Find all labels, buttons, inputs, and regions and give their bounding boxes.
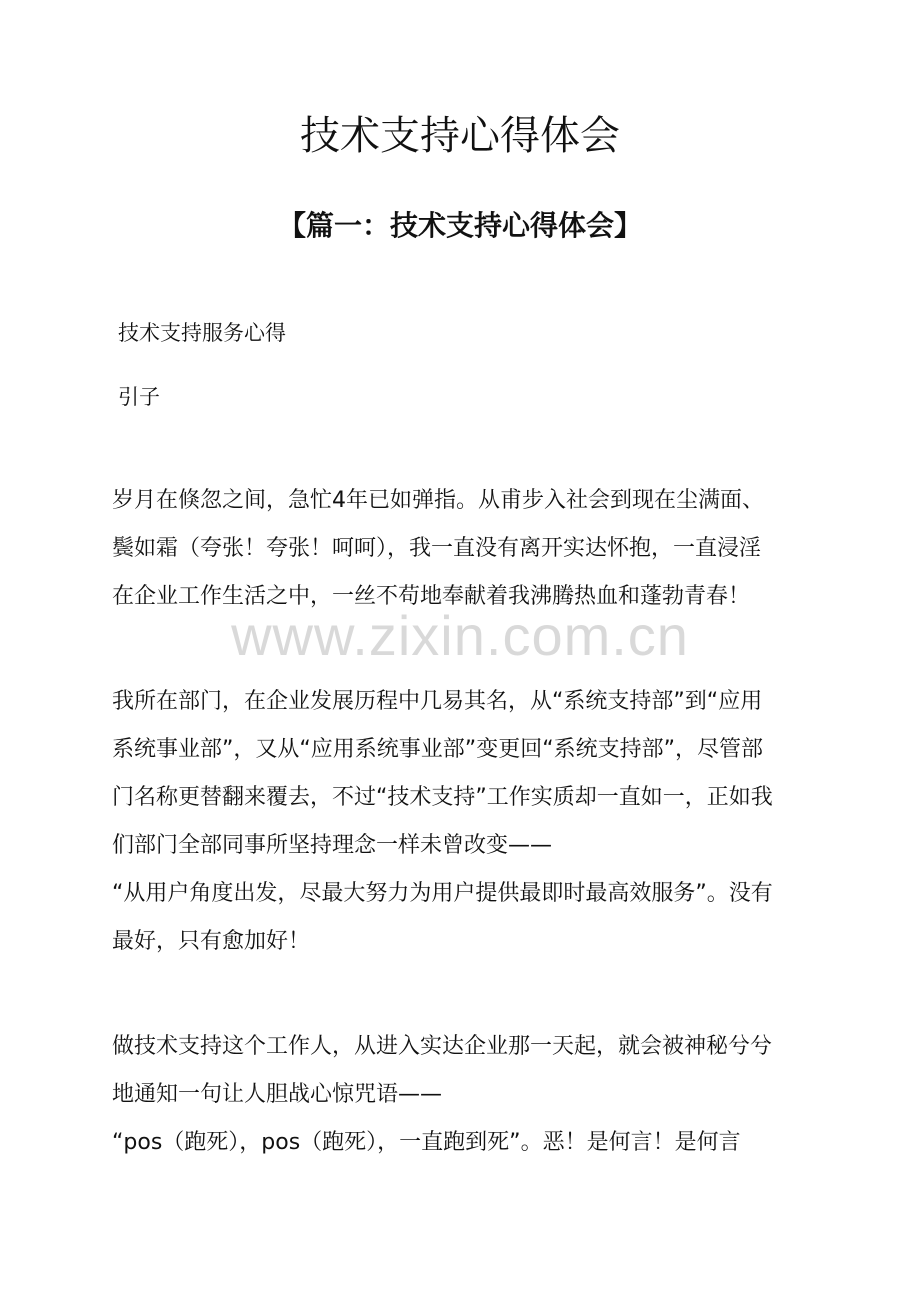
intro-label: 引子 <box>118 385 160 409</box>
paragraph-3 <box>112 1023 812 1167</box>
document-subtitle: 【篇一：技术支持心得体会】 <box>277 209 642 242</box>
watermark-text: www.zixin.com.cn <box>231 604 689 667</box>
paragraph-line: “从用户角度出发，尽最大努力为用户提供最即时最高效服务”。没有 <box>112 881 773 906</box>
section-heading: 技术支持服务心得 <box>118 321 286 345</box>
document-title: 技术支持心得体会 <box>300 113 620 159</box>
paragraph-2 <box>112 678 812 966</box>
paragraph-line: 做技术支持这个工作人，从进入实达企业那一天起，就会被神秘兮兮 <box>112 1034 773 1059</box>
paragraph-line: 鬓如霜（夸张！夸张！呵呵），我一直没有离开实达怀抱，一直浸淫 <box>112 536 762 561</box>
paragraph-line: 岁月在倏忽之间，急忙4年已如弹指。从甫步入社会到现在尘满面、 <box>112 488 764 513</box>
paragraph-line: “pos（跑死），pos（跑死），一直跑到死”。恶！是何言！是何言 <box>112 1130 741 1155</box>
paragraph-line: 系统事业部”，又从“应用系统事业部”变更回“系统支持部”，尽管部 <box>112 737 763 762</box>
paragraph-line: 最好，只有愈加好！ <box>112 929 311 954</box>
paragraph-line: 们部门全部同事所坚持理念一样未曾改变—— <box>112 833 553 858</box>
paragraph-line: 门名称更替翻来覆去，不过“技术支持”工作实质却一直如一，正如我 <box>112 785 773 810</box>
paragraph-line: 在企业工作生活之中，一丝不苟地奉献着我沸腾热血和蓬勃青春！ <box>112 584 751 609</box>
paragraph-line: 地通知一句让人胆战心惊咒语—— <box>112 1082 443 1107</box>
paragraph-line: 我所在部门，在企业发展历程中几易其名，从“系统支持部”到“应用 <box>112 689 763 714</box>
paragraph-1 <box>112 477 812 621</box>
